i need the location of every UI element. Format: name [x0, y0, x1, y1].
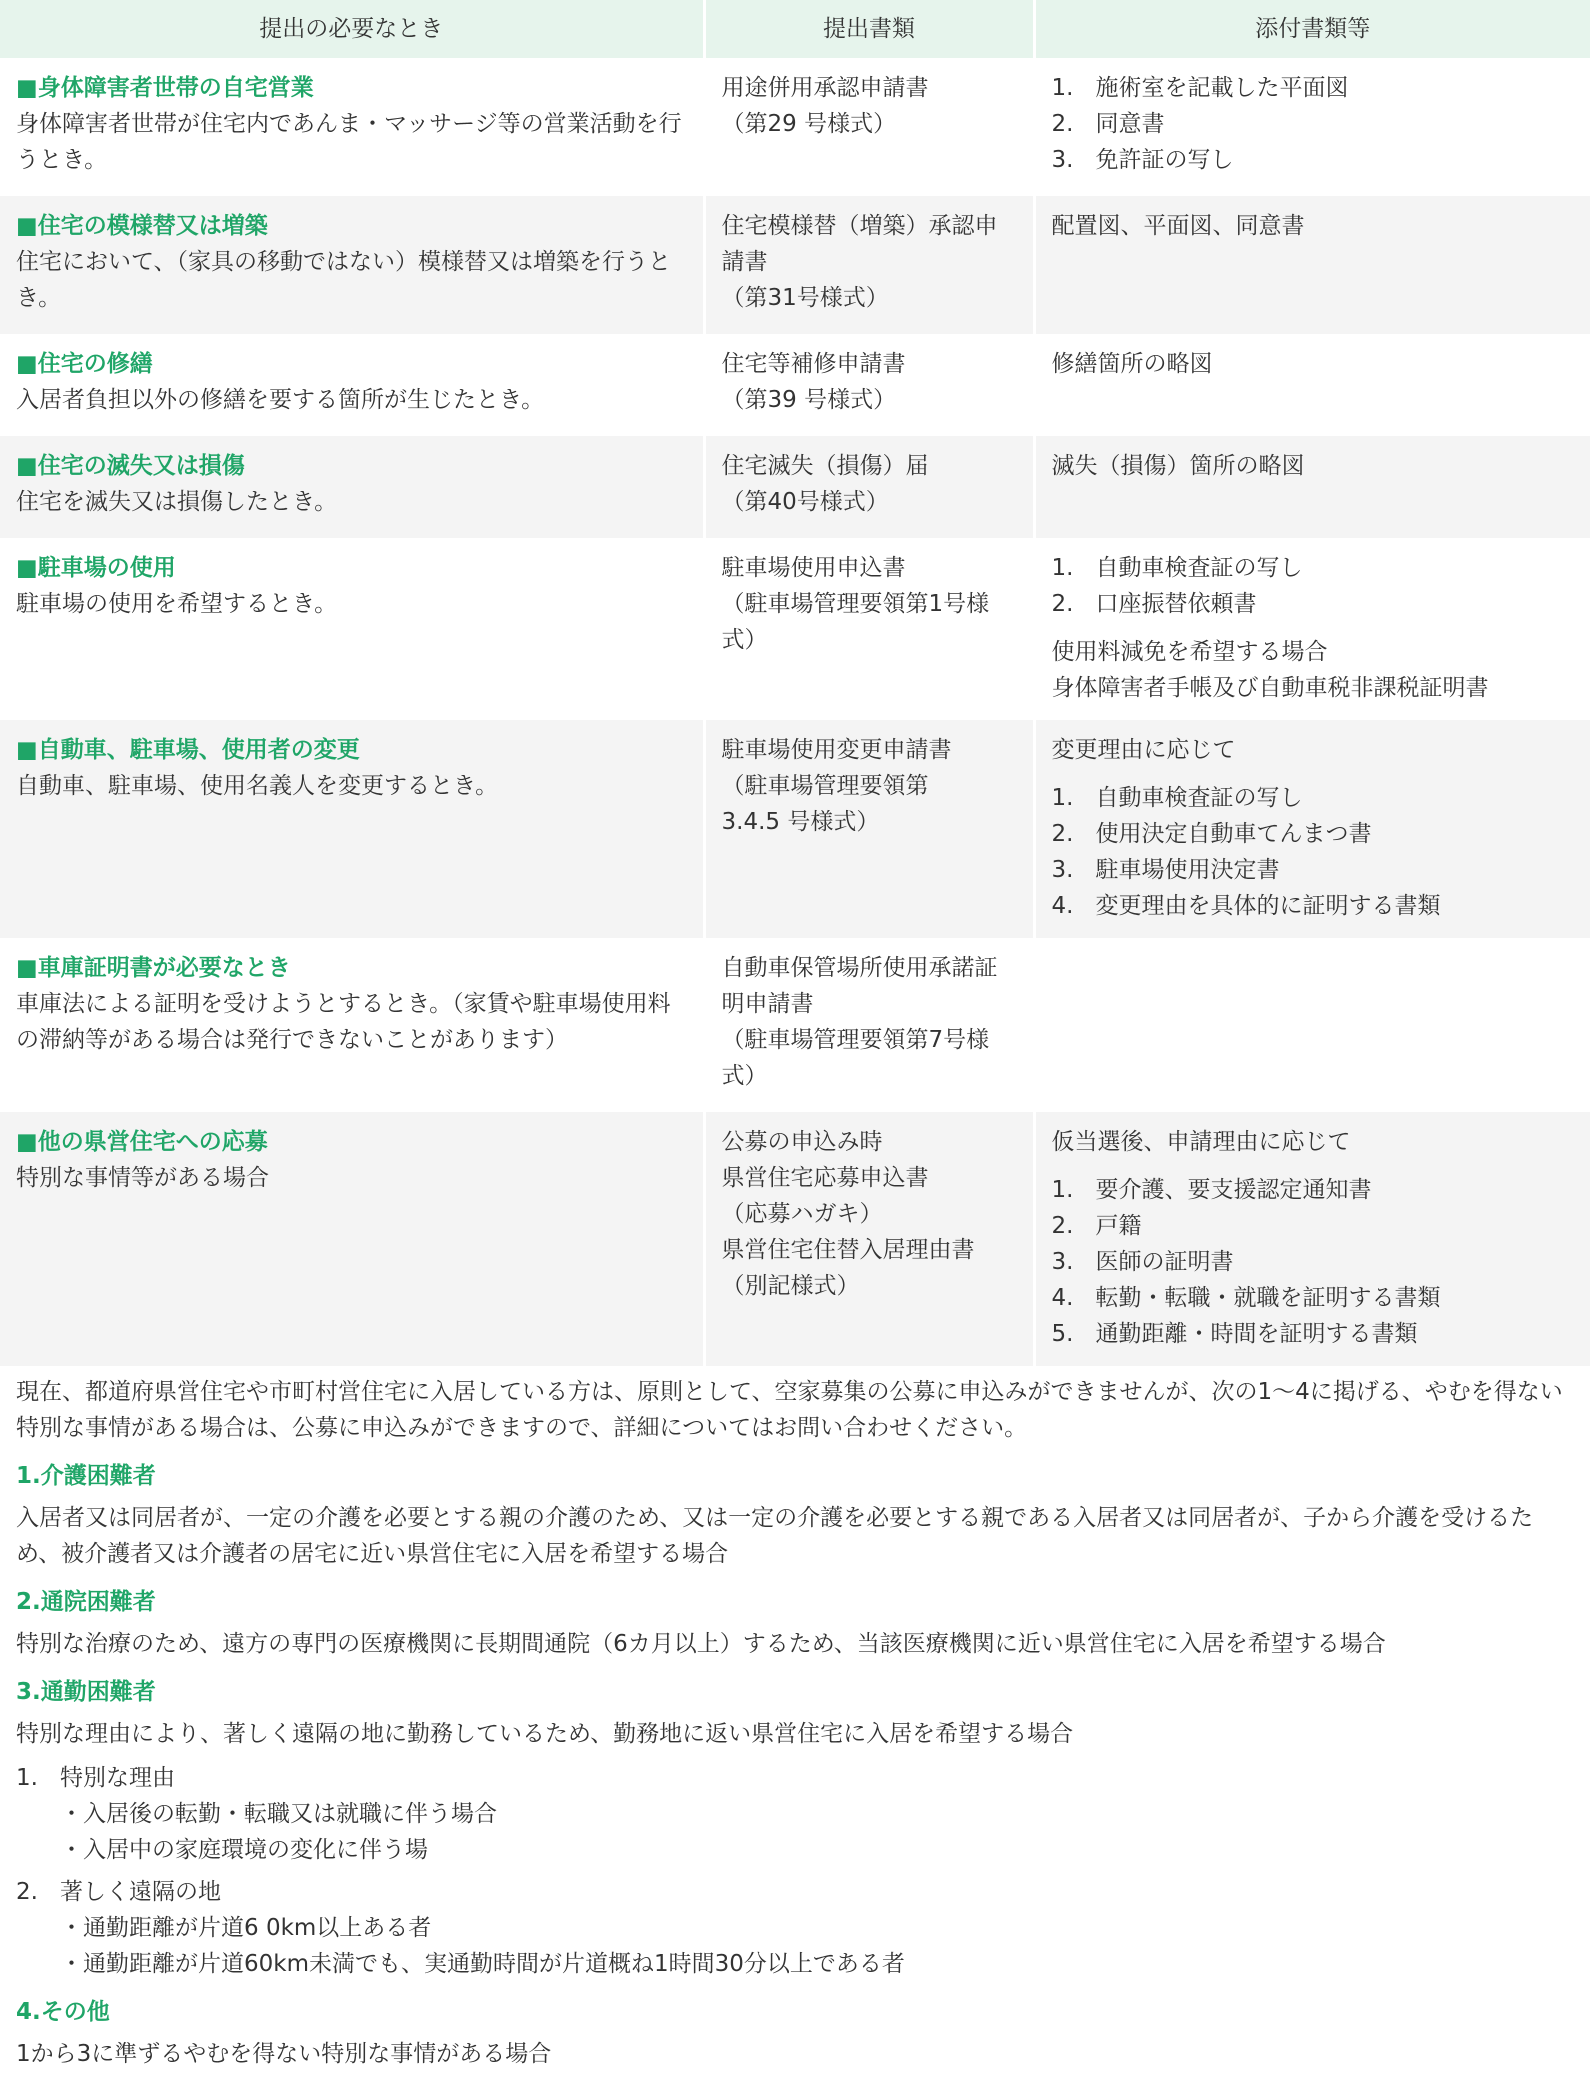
document-line: （別記様式） [721, 1273, 860, 1299]
attachment-text: 施術室を記載した平面図 [1095, 75, 1349, 101]
category-description: 自動車、駐車場、使用名義人を変更するとき。 [16, 773, 499, 799]
attachment-list [1052, 70, 1577, 178]
commute-sub-item: ・通勤距離が片道60km未満でも、実通勤時間が片道概ね1時間30分以上である者 [60, 1951, 905, 1977]
cell-attachments [1034, 436, 1590, 538]
attachment-text: 医師の証明書 [1095, 1249, 1234, 1275]
list-number: 3. [1051, 147, 1074, 173]
table-row [0, 58, 1590, 196]
table-row [0, 334, 1590, 436]
cell-attachments [1034, 720, 1590, 938]
attachment-item [1052, 142, 1577, 178]
list-number: 1. [1051, 1177, 1074, 1203]
section-title-commute: 3.通勤困難者 [16, 1679, 156, 1705]
table-row [0, 538, 1590, 720]
cell-when [0, 720, 704, 938]
document-line: （第40号様式） [721, 489, 889, 515]
notes-section [0, 1374, 1590, 2072]
section-text-other: 1から3に準ずるやむを得ない特別な事情がある場合 [16, 2041, 552, 2067]
header-documents: 提出書類 [704, 0, 1034, 58]
attachment-text: 要介護、要支援認定通知書 [1095, 1177, 1372, 1203]
attachment-text: 自動車検査証の写し [1095, 555, 1303, 581]
list-number: 3. [1051, 1249, 1074, 1275]
document-line: （応募ハガキ） [721, 1201, 883, 1227]
attachment-list [1052, 780, 1577, 924]
document-line: 駐車場使用変更申請書 [721, 737, 952, 763]
cell-attachments [1034, 938, 1590, 1112]
attachment-item [1052, 780, 1577, 816]
table-row [0, 938, 1590, 1112]
cell-documents [704, 1112, 1034, 1366]
category-description: 入居者負担以外の修繕を要する箇所が生じたとき。 [16, 387, 545, 413]
attachment-text: 駐車場使用決定書 [1095, 857, 1280, 883]
category-title: ■車庫証明書が必要なとき [16, 955, 291, 981]
attachment-note: 修繕箇所の略図 [1051, 351, 1213, 377]
section-title-other: 4.その他 [16, 1999, 110, 2025]
table-body [0, 58, 1590, 1366]
attachment-note: 変更理由に応じて [1051, 737, 1236, 763]
list-number: 4. [1051, 893, 1074, 919]
commute-sub-block-2 [16, 1874, 1576, 1982]
document-line: （駐車場管理要領第1号様式） [721, 591, 990, 653]
list-text: 著しく遠隔の地 [60, 1879, 221, 1905]
cell-documents [704, 196, 1034, 334]
attachment-item [1052, 550, 1577, 586]
list-number: 2. [1051, 111, 1074, 137]
attachment-text: 変更理由を具体的に証明する書類 [1095, 893, 1441, 919]
category-description: 身体障害者世帯が住宅内であんま・マッサージ等の営業活動を行うとき。 [16, 111, 682, 173]
list-text: 特別な理由 [60, 1765, 175, 1791]
attachment-note: 滅失（損傷）箇所の略図 [1051, 453, 1305, 479]
section-title-care: 1.介護困難者 [16, 1463, 156, 1489]
document-line: 公募の申込み時 [721, 1129, 883, 1155]
attachment-list [1052, 1172, 1577, 1352]
document-line: 住宅等補修申請書 [721, 351, 906, 377]
attachment-item [1052, 816, 1577, 852]
document-line: 県営住宅応募申込書 [721, 1165, 929, 1191]
list-number: 1. [1051, 75, 1074, 101]
document-line: （第31号様式） [721, 285, 889, 311]
document-line: 住宅模様替（増築）承認申請書 [721, 213, 998, 275]
cell-documents [704, 938, 1034, 1112]
attachment-item [1052, 1316, 1577, 1352]
list-number: 4. [1051, 1285, 1074, 1311]
list-number: 1. [16, 1765, 38, 1791]
header-when: 提出の必要なとき [0, 0, 704, 58]
cell-when [0, 334, 704, 436]
document-line: 駐車場使用申込書 [721, 555, 906, 581]
cell-when [0, 938, 704, 1112]
attachment-note: 仮当選後、申請理由に応じて [1051, 1129, 1351, 1155]
cell-when [0, 58, 704, 196]
category-description: 車庫法による証明を受けようとするとき。（家賃や駐車場使用料の滞納等がある場合は発行できないことがあります） [16, 991, 671, 1053]
section-title-hospital: 2.通院困難者 [16, 1589, 156, 1615]
section-text-care: 入居者又は同居者が、一定の介護を必要とする親の介護のため、又は一定の介護を必要とする親である入居者又は同居者が、子から介護を受けるため、被介護者又は介護者の居宅に近い県営住宅に入居を希望する場合 [16, 1505, 1534, 1567]
cell-documents [704, 334, 1034, 436]
attachment-note: 配置図、平面図、同意書 [1051, 213, 1305, 239]
attachment-text: 戸籍 [1095, 1213, 1142, 1239]
cell-attachments [1034, 538, 1590, 720]
attachment-list [1052, 550, 1577, 622]
table-row [0, 1112, 1590, 1366]
attachment-item [1052, 106, 1577, 142]
list-number: 2. [1051, 1213, 1074, 1239]
document-line: （第39 号様式） [721, 387, 897, 413]
attachment-text: 同意書 [1095, 111, 1165, 137]
cell-when [0, 538, 704, 720]
commute-sub-item: ・入居中の家庭環境の変化に伴う場 [60, 1837, 428, 1863]
cell-documents [704, 436, 1034, 538]
commute-sub-block-1 [16, 1760, 1576, 1868]
category-title: ■身体障害者世帯の自宅営業 [16, 75, 314, 101]
commute-sub-head-2 [16, 1874, 1576, 1910]
attachment-item [1052, 586, 1577, 622]
list-number: 2. [16, 1879, 38, 1905]
category-description: 住宅を滅失又は損傷したとき。 [16, 489, 338, 515]
cell-when [0, 196, 704, 334]
category-description: 住宅において、（家具の移動ではない）模様替又は増築を行うとき。 [16, 249, 672, 311]
attachment-extra-line: 使用料減免を希望する場合 [1051, 639, 1328, 665]
attachment-text: 通勤距離・時間を証明する書類 [1095, 1321, 1418, 1347]
attachment-item [1052, 852, 1577, 888]
attachment-item [1052, 1244, 1577, 1280]
list-number: 2. [1051, 821, 1074, 847]
cell-when [0, 436, 704, 538]
document-line: 3.4.5 号様式） [721, 809, 880, 835]
category-title: ■駐車場の使用 [16, 555, 176, 581]
list-number: 3. [1051, 857, 1074, 883]
category-title: ■自動車、駐車場、使用者の変更 [16, 737, 360, 763]
cell-attachments [1034, 1112, 1590, 1366]
cell-when [0, 1112, 704, 1366]
table-row [0, 436, 1590, 538]
attachment-text: 自動車検査証の写し [1095, 785, 1303, 811]
cell-documents [704, 58, 1034, 196]
document-line: 県営住宅住替入居理由書 [721, 1237, 975, 1263]
table-row [0, 720, 1590, 938]
attachment-item [1052, 70, 1577, 106]
attachment-item [1052, 1208, 1577, 1244]
attachment-extra-line: 身体障害者手帳及び自動車税非課税証明書 [1051, 675, 1489, 701]
list-number: 5. [1051, 1321, 1074, 1347]
category-title: ■住宅の修繕 [16, 351, 153, 377]
section-text-commute: 特別な理由により、著しく遠隔の地に勤務しているため、勤務地に返い県営住宅に入居を希望する場合 [16, 1721, 1074, 1747]
category-title: ■住宅の模様替又は増築 [16, 213, 268, 239]
list-number: 1. [1051, 555, 1074, 581]
list-number: 2. [1051, 591, 1074, 617]
cell-attachments [1034, 196, 1590, 334]
header-attachments: 添付書類等 [1034, 0, 1590, 58]
category-title: ■住宅の滅失又は損傷 [16, 453, 245, 479]
commute-sub-list [16, 1760, 1576, 1982]
commute-sub-item: ・入居後の転勤・転職又は就職に伴う場合 [60, 1801, 497, 1827]
table-row [0, 196, 1590, 334]
document-line: 用途併用承認申請書 [721, 75, 929, 101]
attachment-extra [1052, 634, 1577, 706]
document-line: 自動車保管場所使用承諾証明申請書 [721, 955, 998, 1017]
document-line: （駐車場管理要領第7号様式） [721, 1027, 990, 1089]
category-description: 駐車場の使用を希望するとき。 [16, 591, 338, 617]
cell-attachments [1034, 334, 1590, 436]
attachment-item [1052, 1172, 1577, 1208]
cell-attachments [1034, 58, 1590, 196]
document-line: （第29 号様式） [721, 111, 897, 137]
attachment-text: 免許証の写し [1095, 147, 1234, 173]
cell-documents [704, 720, 1034, 938]
attachment-item [1052, 888, 1577, 924]
cell-documents [704, 538, 1034, 720]
attachment-text: 転勤・転職・就職を証明する書類 [1095, 1285, 1441, 1311]
table-header-row [0, 0, 1590, 58]
document-line: （駐車場管理要領第 [721, 773, 929, 799]
commute-sub-head-1 [16, 1760, 1576, 1796]
attachment-text: 口座振替依頼書 [1095, 591, 1257, 617]
commute-sub-item: ・通勤距離が片道6 0km以上ある者 [60, 1915, 432, 1941]
list-number: 1. [1051, 785, 1074, 811]
document-line: 住宅滅失（損傷）届 [721, 453, 929, 479]
category-description: 特別な事情等がある場合 [16, 1165, 269, 1191]
notes-intro: 現在、都道府県営住宅や市町村営住宅に入居している方は、原則として、空家募集の公募に申込みができませんが、次の1〜4に掲げる、やむを得ない特別な事情がある場合は、公募に申込みができますので、詳細についてはお問い合わせください。 [16, 1379, 1563, 1441]
category-title: ■他の県営住宅への応募 [16, 1129, 268, 1155]
attachment-item [1052, 1280, 1577, 1316]
attachment-text: 使用決定自動車てんまつ書 [1095, 821, 1372, 847]
section-text-hospital: 特別な治療のため、遠方の専門の医療機関に長期間通院（6カ月以上）するため、当該医療機関に近い県営住宅に入居を希望する場合 [16, 1631, 1386, 1657]
